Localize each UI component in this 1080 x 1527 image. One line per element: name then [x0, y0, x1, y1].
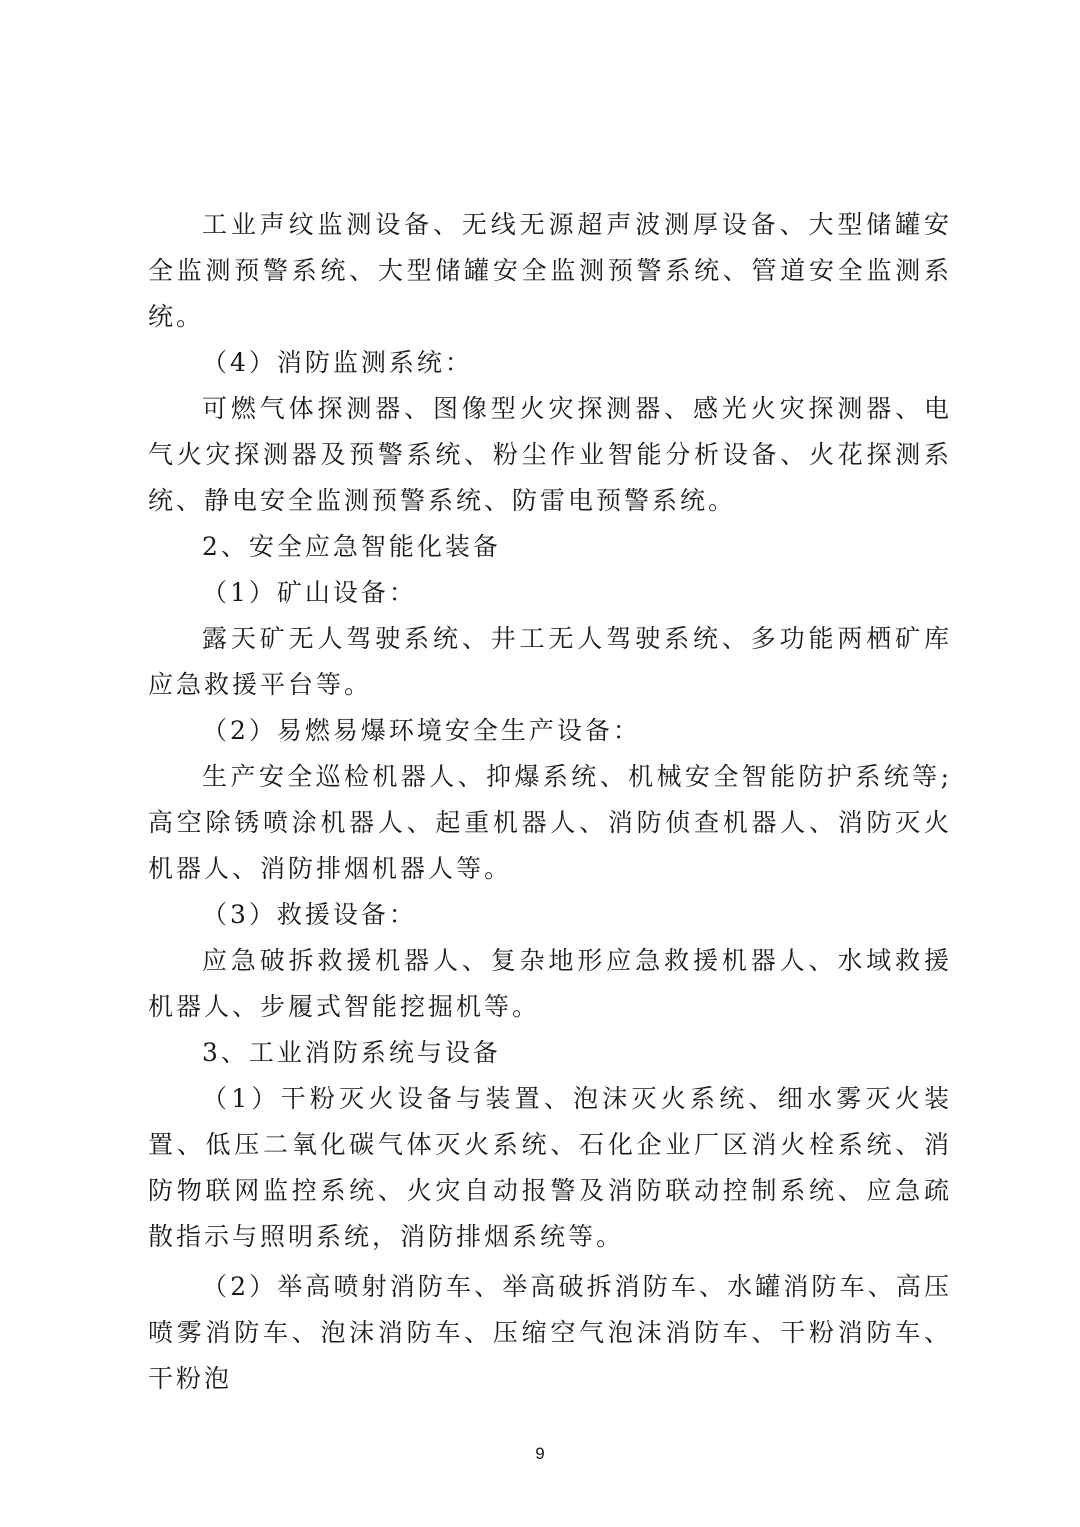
paragraph-robots: 生产安全巡检机器人、抑爆系统、机械安全智能防护系统等;高空除锈喷涂机器人、起重机器人、消防侦查机器人、消防灭火机器人、消防排烟机器人等。: [148, 762, 952, 883]
paragraph-fire-systems: （1）干粉灭火设备与装置、泡沫灭火系统、细水雾灭火装置、低压二氧化碳气体灭火系统、石化企业厂区消火栓系统、消防物联网监控系统、火灾自动报警及消防联动控制系统、应急疏散指示与照明系统，消防排烟系统等。: [148, 1084, 952, 1251]
paragraph-rescue-robots: 应急破拆救援机器人、复杂地形应急救援机器人、水域救援机器人、步履式智能挖掘机等。: [148, 946, 952, 1021]
heading-emergency-equipment: 2、安全应急智能化装备: [202, 532, 501, 561]
page-number: 9: [535, 1444, 545, 1463]
paragraph-fire-trucks: （2）举高喷射消防车、举高破拆消防车、水罐消防车、高压喷雾消防车、泡沫消防车、压缩空气泡沫消防车、干粉消防车、干粉泡: [148, 1272, 952, 1393]
paragraph-mine-equipment: 露天矿无人驾驶系统、井工无人驾驶系统、多功能两栖矿库应急救援平台等。: [148, 624, 952, 699]
paragraph-industrial-monitoring: 工业声纹监测设备、无线无源超声波测厚设备、大型储罐安全监测预警系统、大型储罐安全监测预警系统、管道安全监测系统。: [148, 210, 952, 331]
page-body: [148, 202, 952, 1402]
paragraph-fire-detectors: 可燃气体探测器、图像型火灾探测器、感光火灾探测器、电气火灾探测器及预警系统、粉尘作业智能分析设备、火花探测系统、静电安全监测预警系统、防雷电预警系统。: [148, 394, 952, 515]
heading-industrial-fire-systems: 3、工业消防系统与设备: [202, 1038, 501, 1067]
heading-fire-monitoring: （4）消防监测系统：: [202, 348, 473, 377]
heading-explosive-environment: （2）易燃易爆环境安全生产设备：: [202, 716, 641, 745]
heading-rescue-equipment: （3）救援设备：: [202, 900, 417, 929]
heading-mine-equipment: （1）矿山设备：: [202, 578, 417, 607]
